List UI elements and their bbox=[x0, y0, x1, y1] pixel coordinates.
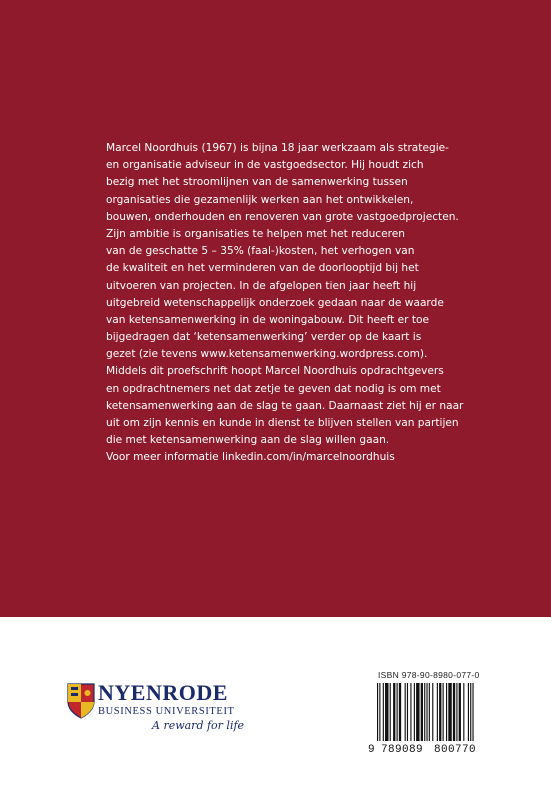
barcode-bar bbox=[443, 683, 444, 741]
blurb-line: de kwaliteit en het verminderen van de doorlooptijd bij het bbox=[106, 262, 419, 275]
blurb-line: van ketensamenwerking in de woningabouw. Dit heeft er toe bbox=[106, 313, 430, 326]
barcode-lead-digit: 9 bbox=[368, 744, 375, 756]
blurb-line: gezet (zie tevens www.ketensamenwerking.wordpress.com). bbox=[106, 348, 428, 361]
blurb-line: en opdrachtnemers net dat zetje te geven dat nodig is om met bbox=[106, 382, 441, 395]
barcode-bar bbox=[399, 683, 401, 741]
barcode-group-left: 789089 bbox=[381, 744, 424, 756]
barcode-bar bbox=[405, 683, 406, 741]
barcode-bar bbox=[383, 683, 384, 741]
blurb-line: en organisatie adviseur in de vastgoedsector. Hij houdt zich bbox=[106, 159, 424, 172]
barcode-bar bbox=[416, 683, 419, 741]
barcode-bar bbox=[470, 683, 471, 741]
blurb-line: bouwen, onderhouden en renoveren van grote vastgoedprojecten. bbox=[106, 210, 459, 223]
barcode-bar bbox=[379, 683, 380, 741]
barcode-bar bbox=[426, 683, 427, 741]
barcode-bar bbox=[377, 683, 378, 741]
nyenrode-logo bbox=[66, 680, 266, 740]
barcode-bar bbox=[472, 683, 473, 741]
blurb-line: van de geschatte 5 – 35% (faal-)kosten, het verhogen van bbox=[106, 245, 415, 258]
logo-subtitle: BUSINESS UNIVERSITEIT bbox=[98, 706, 235, 717]
barcode-bar bbox=[463, 683, 464, 741]
blurb-line: Zijn ambitie is organisaties te helpen met het reduceren bbox=[106, 227, 405, 240]
barcode-bar bbox=[407, 683, 408, 741]
isbn-barcode bbox=[377, 683, 489, 741]
barcode-bar bbox=[410, 683, 411, 741]
blurb-line: Middels dit proefschrift hoopt Marcel Noordhuis opdrachtgevers bbox=[106, 365, 444, 378]
coat-of-arms-icon bbox=[66, 682, 96, 720]
barcode-bar bbox=[385, 683, 388, 741]
barcode-bar bbox=[446, 683, 447, 741]
barcode-bar bbox=[390, 683, 391, 741]
barcode-bar bbox=[414, 683, 415, 741]
barcode-group-right: 800770 bbox=[434, 744, 477, 756]
barcode-bar bbox=[397, 683, 398, 741]
barcode-bar bbox=[429, 683, 430, 741]
barcode-bar bbox=[448, 683, 451, 741]
barcode-bar bbox=[421, 683, 423, 741]
blurb-line: uit om zijn kennis en kunde in dienst te blijven stellen van partijen bbox=[106, 417, 459, 429]
barcode-bar bbox=[468, 683, 469, 741]
blurb-line: uitvoeren van projecten. In de afgelopen tien jaar heeft hij bbox=[106, 279, 417, 292]
logo-name: NYENRODE bbox=[98, 680, 228, 705]
author-blurb bbox=[106, 140, 464, 467]
barcode-bar bbox=[439, 683, 441, 741]
blurb-line: organisaties die gezamenlijk werken aan het ontwikkelen, bbox=[106, 193, 414, 206]
logo-slogan: A reward for life bbox=[152, 719, 245, 732]
blurb-line: Voor meer informatie linkedin.com/in/marcelnoordhuis bbox=[106, 451, 395, 464]
barcode-bar bbox=[393, 683, 395, 741]
barcode-bar bbox=[456, 683, 457, 741]
blurb-line: bijgedragen dat ‘ketensamenwerking’ verder op de kaart is bbox=[106, 331, 422, 344]
barcode-bar bbox=[424, 683, 425, 741]
blurb-line: die met ketensamenwerking aan de slag willen gaan. bbox=[106, 434, 390, 447]
blurb-line: bezig met het stroomlijnen van de samenwerking tussen bbox=[106, 176, 408, 189]
isbn-label: ISBN 978-90-8980-077-0 bbox=[378, 670, 480, 680]
barcode-bar bbox=[453, 683, 455, 741]
barcode-bar bbox=[432, 683, 433, 741]
blurb-line: ketensamenwerking aan de slag te gaan. Daarnaast ziet hij er naar bbox=[106, 399, 464, 412]
blurb-line: Marcel Noordhuis (1967) is bijna 18 jaar werkzaam als strategie- bbox=[106, 142, 449, 154]
barcode-bar bbox=[459, 683, 461, 741]
blurb-line: uitgebreid wetenschappelijk onderzoek gedaan naar de waarde bbox=[106, 296, 444, 309]
barcode-bar bbox=[437, 683, 438, 741]
